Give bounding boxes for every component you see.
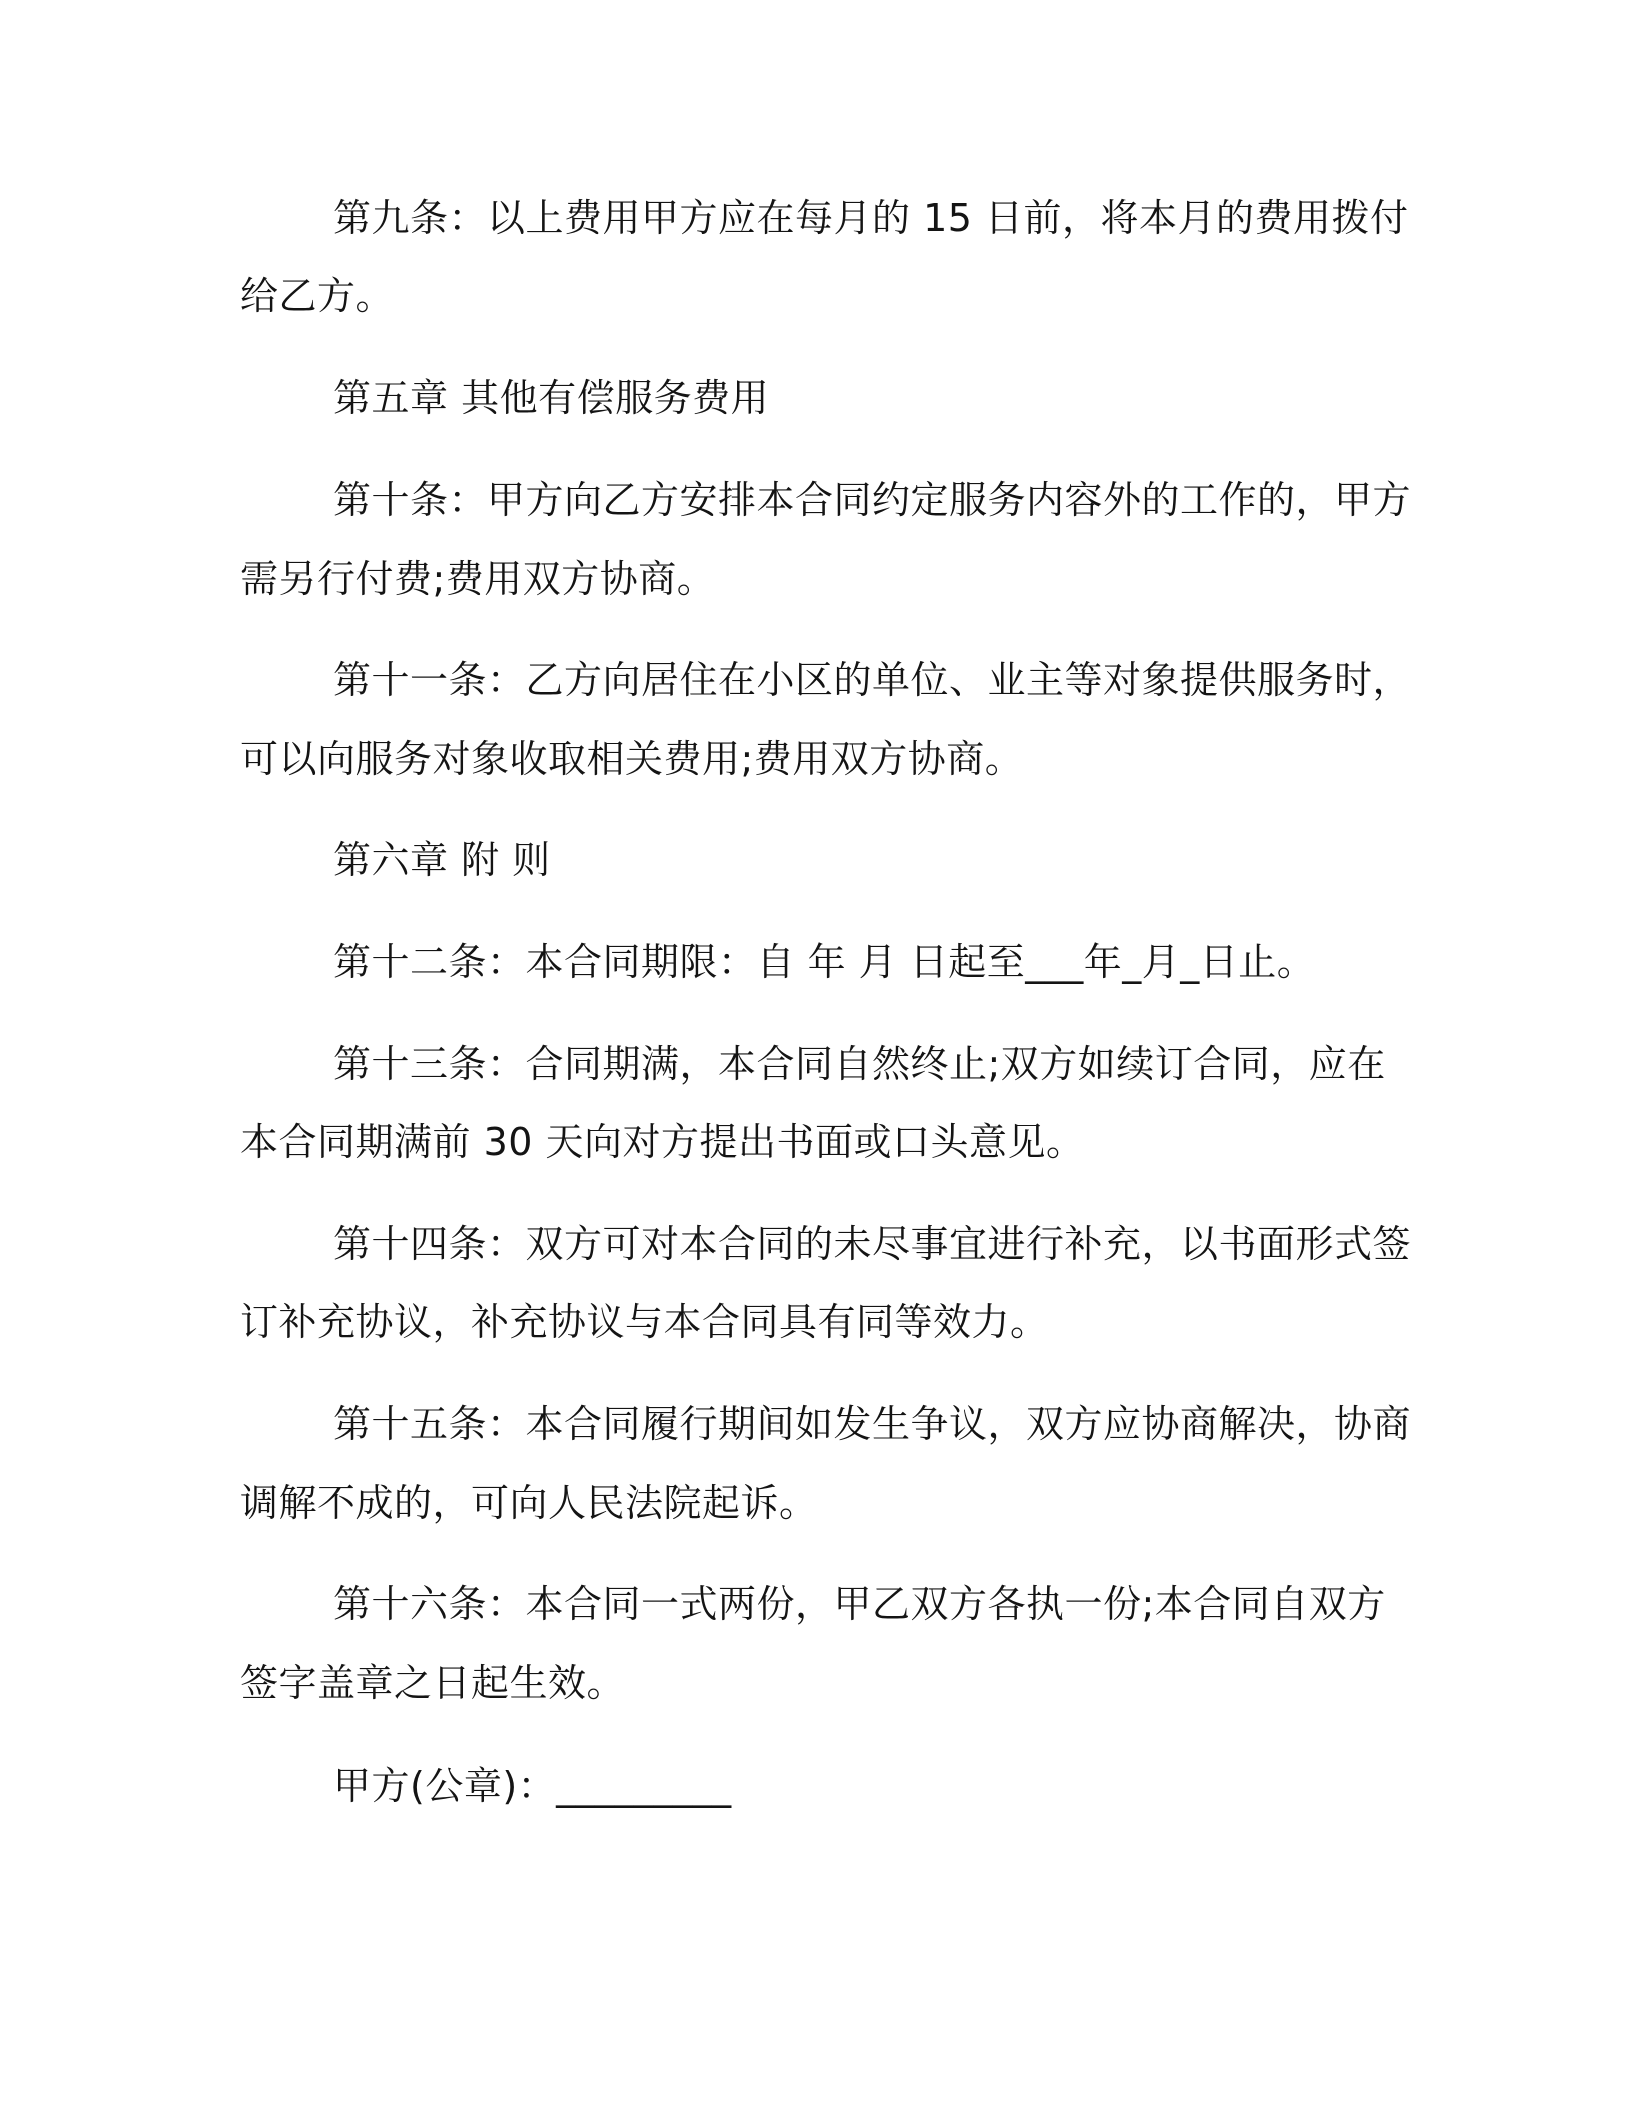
party-a-seal-line: 甲方(公章)：_________ <box>333 1764 732 1808</box>
chapter-6-heading: 第六章 附 则 <box>333 838 551 882</box>
clause-10-line-1: 第十条：甲方向乙方安排本合同约定服务内容外的工作的，甲方 <box>333 478 1412 522</box>
clause-11-line-1: 第十一条：乙方向居住在小区的单位、业主等对象提供服务时， <box>333 658 1412 702</box>
clause-9-line-2: 给乙方。 <box>240 274 395 318</box>
clause-9-line-1: 第九条：以上费用甲方应在每月的 15 日前，将本月的费用拨付 <box>333 196 1409 240</box>
clause-12-line-1: 第十二条：本合同期限：自 年 月 日起至___年_月_日止。 <box>333 940 1316 984</box>
clause-13-line-1: 第十三条：合同期满，本合同自然终止;双方如续订合同，应在 <box>333 1042 1386 1086</box>
chapter-5-heading: 第五章 其他有偿服务费用 <box>333 376 770 420</box>
clause-13-line-2: 本合同期满前 30 天向对方提出书面或口头意见。 <box>240 1120 1085 1164</box>
clause-14-line-1: 第十四条：双方可对本合同的未尽事宜进行补充，以书面形式签 <box>333 1222 1412 1266</box>
clause-11-line-2: 可以向服务对象收取相关费用;费用双方协商。 <box>240 737 1024 781</box>
clause-15-line-2: 调解不成的，可向人民法院起诉。 <box>240 1481 818 1525</box>
clause-15-line-1: 第十五条：本合同履行期间如发生争议，双方应协商解决，协商 <box>333 1402 1412 1446</box>
clause-16-line-1: 第十六条：本合同一式两份，甲乙双方各执一份;本合同自双方 <box>333 1582 1386 1626</box>
clause-14-line-2: 订补充协议，补充协议与本合同具有同等效力。 <box>240 1300 1049 1344</box>
clause-10-line-2: 需另行付费;费用双方协商。 <box>240 557 716 601</box>
clause-16-line-2: 签字盖章之日起生效。 <box>240 1661 626 1705</box>
